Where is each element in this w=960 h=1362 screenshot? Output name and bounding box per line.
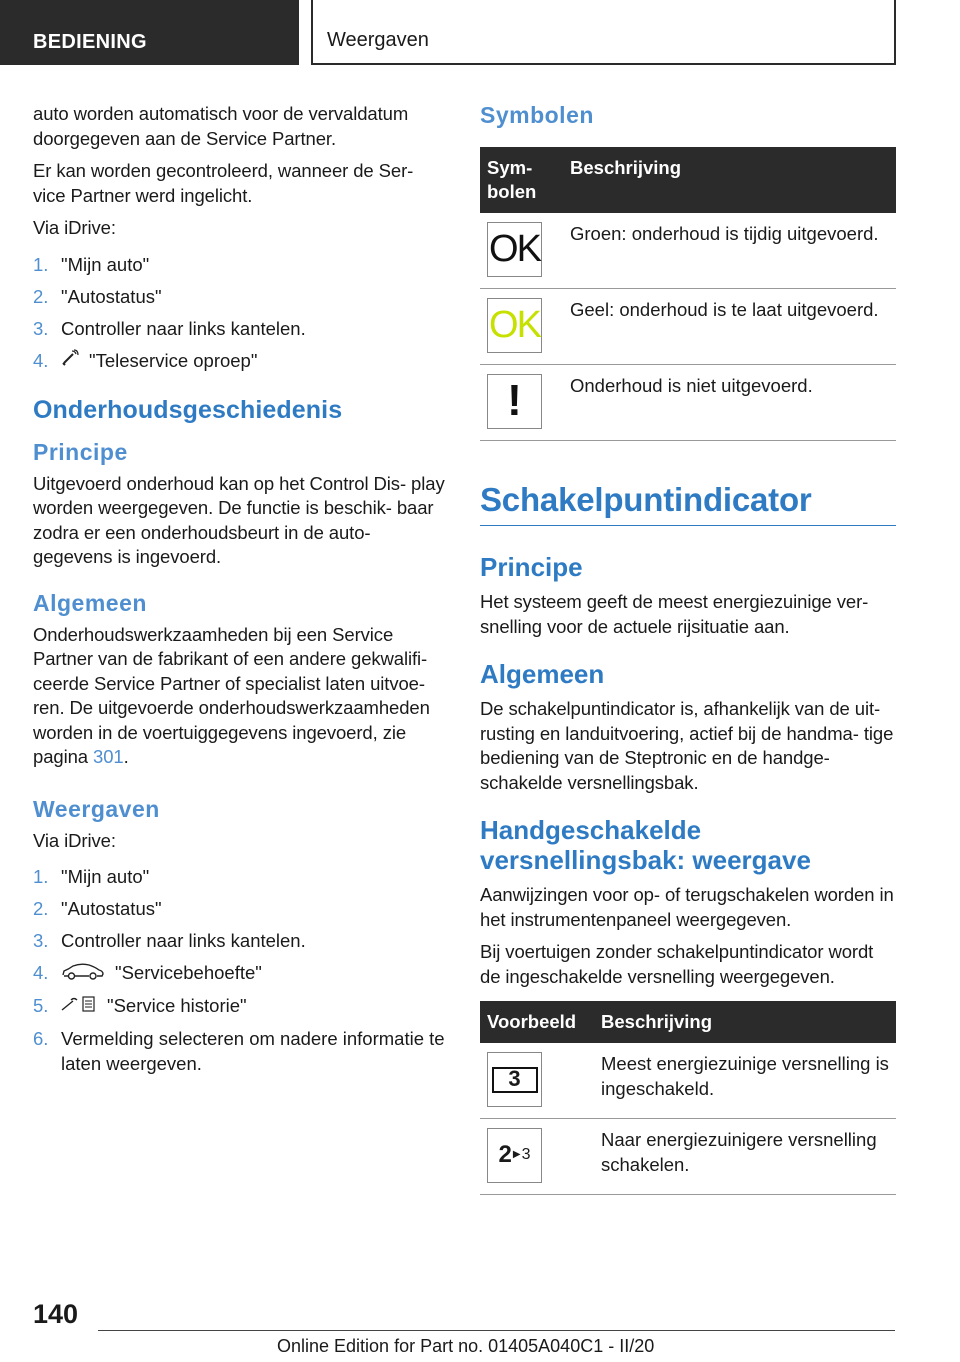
list-item [33, 349, 449, 374]
step-text: Controller naar links kantelen. [61, 317, 306, 339]
paragraph: Het systeem geeft de meest energiezuinige ver- snelling voor de actuele rijsituatie aan. [480, 591, 869, 637]
symbols-table [480, 147, 896, 441]
table-row [480, 289, 896, 365]
symbol-text: ! [507, 376, 522, 426]
paragraph: auto worden automatisch voor de vervaldatum doorgegeven aan de Service Partner. [33, 103, 409, 149]
step-number: 4. [33, 349, 49, 371]
step-text: "Autostatus" [61, 898, 162, 920]
list-item [33, 285, 449, 310]
gear-3-icon [487, 1052, 542, 1107]
list-item [33, 317, 449, 342]
step-number: 1. [33, 866, 49, 888]
section-label: BEDIENING [33, 31, 147, 53]
left-column [33, 102, 449, 1084]
step-number: 3. [33, 317, 49, 339]
paragraph: Via iDrive: [33, 829, 116, 851]
step-text: Controller naar links kantelen. [61, 930, 306, 952]
step-text: "Teleservice oproep" [89, 349, 258, 371]
arrow-right-icon: ▶ [512, 1149, 521, 1161]
table-cell: Groen: onderhoud is tijdig uitgevoerd. [563, 213, 896, 289]
car-icon [61, 962, 105, 987]
step-text: "Autostatus" [61, 285, 162, 307]
step-text: "Mijn auto" [61, 866, 150, 888]
table-row [480, 1043, 896, 1119]
page-link[interactable]: 301 [93, 746, 124, 768]
table-header: Voorbeeld [480, 1001, 594, 1043]
step-number: 6. [33, 1028, 49, 1050]
table-cell: Geel: onderhoud is te laat uitgevoerd. [563, 289, 896, 365]
heading-schakelpuntindicator: Schakelpuntindicator [480, 481, 896, 526]
table-cell: Naar energiezuinigere versnelling schakelen. [594, 1119, 896, 1195]
table-cell: Onderhoud is niet uitgevoerd. [563, 365, 896, 441]
heading-algemeen: Algemeen [480, 659, 605, 689]
step-text: "Servicebehoefte" [115, 962, 262, 984]
step-number: 2. [33, 285, 49, 307]
list-item [33, 897, 449, 922]
gear-shift-up-icon [487, 1128, 542, 1183]
step-text: Vermelding selecteren om nadere informatie te laten weergeven. [61, 1028, 445, 1074]
step-number: 1. [33, 253, 49, 275]
list-item [33, 253, 449, 278]
ok-yellow-icon [487, 298, 542, 353]
steps-list [33, 253, 449, 374]
page-number: 140 [33, 1299, 79, 1329]
step-text: "Mijn auto" [61, 253, 150, 275]
footer-edition: Online Edition for Part no. 01405A040C1 - II/20 [277, 1336, 655, 1356]
heading-history: Onderhoudsgeschiedenis [33, 395, 343, 424]
table-cell: Meest energiezuinige versnelling is ingeschakeld. [594, 1043, 896, 1119]
paragraph: Bij voertuigen zonder schakelpuntindicator wordt de ingeschakelde versnelling weergegeven. [480, 941, 874, 987]
heading-handgeschakelde: Handgeschakelde versnellingsbak: weergave [480, 815, 811, 875]
list-item [33, 865, 449, 890]
steps-list [33, 865, 449, 1076]
chapter-label: Weergaven [327, 29, 429, 51]
paragraph: De schakelpuntindicator is, afhankelijk van de uit- rusting en landuitvoering, actief bij de handma- tige bediening van de Steptronic en de handge- schakelde versnellingsbak. [480, 698, 894, 793]
list-item [33, 961, 449, 986]
table-row [480, 213, 896, 289]
step-number: 4. [33, 962, 49, 984]
table-header: Beschrijving [594, 1001, 896, 1043]
table-row [480, 365, 896, 441]
paragraph: Via iDrive: [33, 217, 116, 238]
list-item [33, 929, 449, 954]
table-row [480, 1119, 896, 1195]
heading-principe: Principe [480, 552, 583, 582]
gear-table [480, 1001, 896, 1195]
table-header: Beschrijving [563, 147, 896, 213]
step-number: 2. [33, 898, 49, 920]
heading-principe: Principe [33, 438, 128, 465]
symbol-text: OK [489, 304, 540, 347]
footer-divider [98, 1330, 895, 1331]
paragraph: Aanwijzingen voor op- of terugschakelen worden in het instrumentenpaneel weergegeven. [480, 884, 894, 930]
step-number: 5. [33, 995, 49, 1017]
table-header: Sym- bolen [480, 147, 563, 213]
gear-number: 2 [498, 1141, 512, 1169]
heading-symbolen: Symbolen [480, 102, 594, 128]
paragraph: Onderhoudswerkzaamheden bij een Service Partner van de fabrikant of een andere gekwalifi- ceerde Service Partner of specialist laten uitvoe- ren. De uitgevoerde onderhoudswerkzaamheden worden in de voertuiggegevens ingevoerd, zie pagina 301. [33, 623, 430, 768]
symbol-text: OK [489, 228, 540, 271]
heading-weergaven: Weergaven [33, 795, 160, 822]
step-number: 3. [33, 930, 49, 952]
heading-algemeen: Algemeen [33, 589, 147, 616]
chapter-tab [311, 0, 896, 65]
teleservice-icon [61, 349, 79, 374]
paragraph: Uitgevoerd onderhoud kan op het Control Dis- play worden weergegeven. De functie is beschik- baar zodra er een onderhoudsbeurt in de auto- gegevens is ingevoerd. [33, 472, 445, 568]
right-column [480, 102, 896, 1195]
ok-green-icon [487, 222, 542, 277]
gear-number: 3 [521, 1146, 531, 1164]
list-item [33, 994, 449, 1019]
exclamation-icon [487, 374, 542, 429]
gear-number: 3 [508, 1066, 521, 1092]
list-item [33, 1027, 449, 1076]
section-tab [0, 0, 299, 65]
service-history-icon [61, 995, 97, 1020]
step-text: "Service historie" [107, 995, 247, 1017]
paragraph: Er kan worden gecontroleerd, wanneer de Ser- vice Partner werd ingelicht. [33, 160, 414, 206]
